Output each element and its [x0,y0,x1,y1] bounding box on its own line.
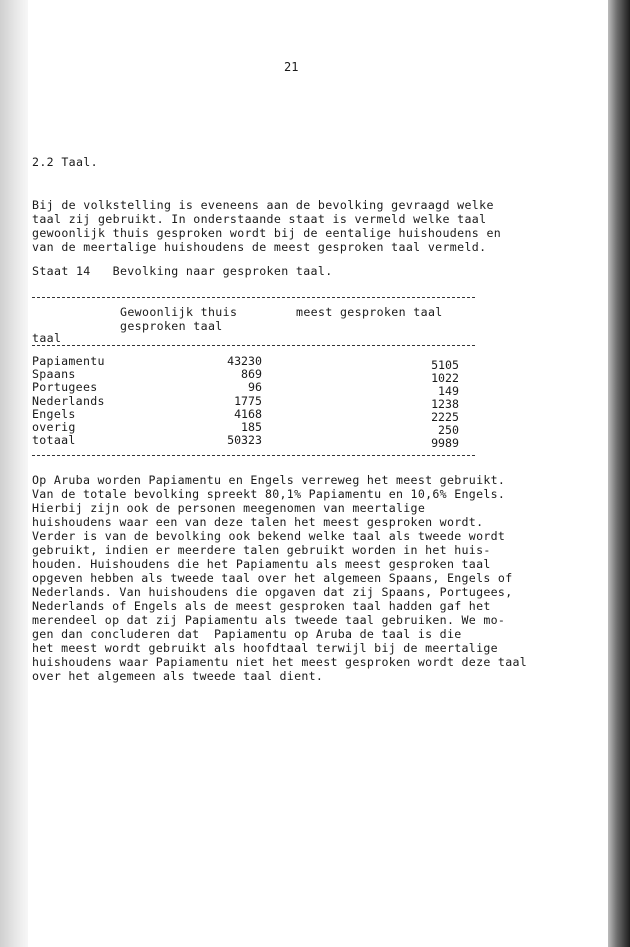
body-line: Hierbij zijn ook de personen meegenomen van meertalige [32,501,426,515]
col-a-header-line2: gesproken taal [120,319,223,333]
table-cell-col-b: 1238 [431,397,459,411]
body-line: houden. Huishoudens die het Papiamentu als meest gesproken taal [32,557,491,571]
table-bottom-rule [32,455,475,456]
body-line: het meest wordt gebruikt als hoofdtaal terwijl bij de meertalige [32,641,498,655]
intro-line: gewoonlijk thuis gesproken wordt bij de eentalige huishoudens en [32,226,502,240]
table-cell-col-b: 250 [438,423,459,437]
body-line: huishoudens waar een van deze talen het meest gesproken wordt. [32,515,484,529]
table-top-rule [32,297,475,298]
intro-line: taal zij gebruikt. In onderstaande staat is vermeld welke taal [32,212,487,226]
table-cell-col-a: 4168 [234,407,262,421]
page-number: 21 [284,60,299,74]
document-page [28,0,608,947]
table-row-label: Nederlands [32,394,105,408]
scan-left-margin [0,0,28,947]
table-cell-col-a: 96 [248,380,262,394]
table-cell-col-b: 1022 [431,371,459,385]
row-header: taal [32,331,62,345]
section-heading: 2.2 Taal. [32,155,98,169]
body-line: Verder is van de bevolking ook bekend welke taal als tweede wordt [32,529,506,543]
table-row-label: Spaans [32,367,76,381]
scan-right-edge [608,0,630,947]
body-line: Nederlands. Van huishoudens die opgaven dat zij Spaans, Portugees, [32,585,513,599]
table-row-label: Papiamentu [32,354,105,368]
body-line: Van de totale bevolking spreekt 80,1% Papiamentu en 10,6% Engels. [32,487,506,501]
intro-line: Bij de volkstelling is eveneens aan de bevolking gevraagd welke [32,198,494,212]
intro-line: van de meertalige huishoudens de meest gesproken taal vermeld. [32,240,487,254]
body-line: over het algemeen als tweede taal dient. [32,669,324,683]
table-row-label: overig [32,420,76,434]
table-cell-col-b: 9989 [431,436,459,450]
table-cell-col-a: 869 [241,367,262,381]
table-cell-col-b: 149 [438,384,459,398]
col-a-header-line1: Gewoonlijk thuis [120,305,238,319]
table-caption: Staat 14 Bevolking naar gesproken taal. [32,264,333,278]
body-line: merendeel op dat zij Papiamentu als tweede taal gebruiken. We mo- [32,613,506,627]
table-header-rule [32,345,475,346]
table-row-label: totaal [32,433,76,447]
body-line: gen dan concluderen dat Papiamentu op Aruba de taal is die [32,627,462,641]
body-line: Op Aruba worden Papiamentu en Engels verreweg het meest gebruikt. [32,473,506,487]
body-line: opgeven hebben als tweede taal over het algemeen Spaans, Engels of [32,571,513,585]
table-cell-col-a: 43230 [227,354,262,368]
col-b-header: meest gesproken taal [296,305,443,319]
table-row-label: Engels [32,407,76,421]
table-cell-col-a: 185 [241,420,262,434]
table-cell-col-a: 50323 [227,433,262,447]
body-line: Nederlands of Engels als de meest gesproken taal hadden gaf het [32,599,491,613]
table-cell-col-b: 5105 [431,358,459,372]
table-cell-col-a: 1775 [234,394,262,408]
body-line: huishoudens waar Papiamentu niet het meest gesproken wordt deze taal [32,655,528,669]
body-line: gebruikt, indien er meerdere talen gebruikt worden in het huis- [32,543,491,557]
table-cell-col-b: 2225 [431,410,459,424]
table-row-label: Portugees [32,380,98,394]
